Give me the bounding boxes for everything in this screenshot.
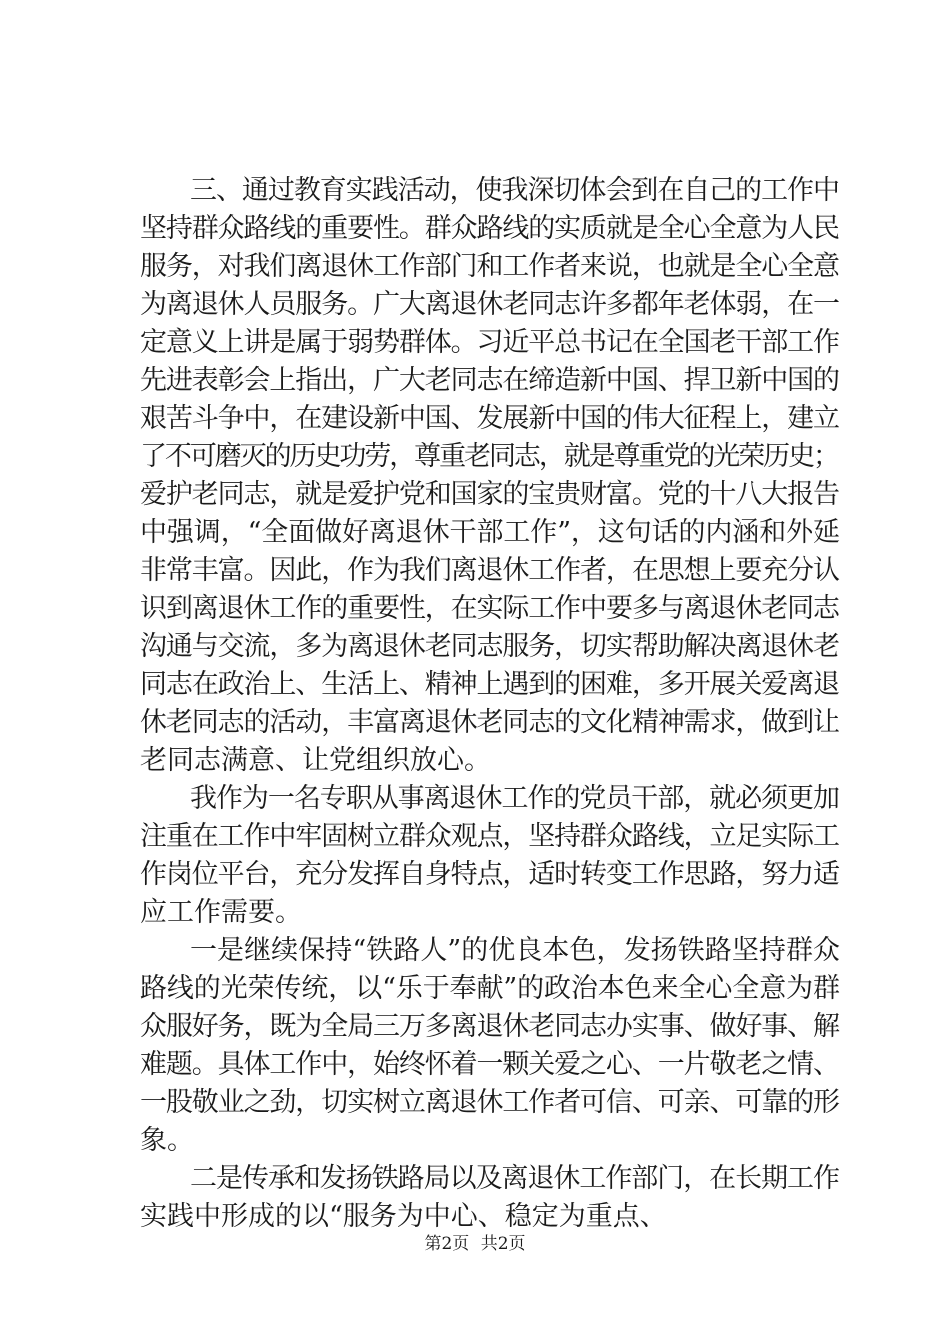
text-line: 先进表彰会上指出，广大老同志在缔造新中国、捍卫新中国的 xyxy=(140,365,839,396)
text-line: 服务，对我们离退休工作部门和工作者来说，也就是全心全意 xyxy=(140,251,839,282)
text-line: 我作为一名专职从事离退休工作的党员干部，就必须更加 xyxy=(190,783,839,814)
text-line: 应工作需要。 xyxy=(140,897,302,928)
text-line: 作岗位平台，充分发挥自身特点，适时转变工作思路，努力适 xyxy=(140,859,839,890)
text-line: 了不可磨灭的历史功劳，尊重老同志，就是尊重党的光荣历史； xyxy=(140,441,838,472)
text-line: 众服好务，既为全局三万多离退休老同志办实事、做好事、解 xyxy=(140,1011,839,1042)
text-line: 老同志满意、让党组织放心。 xyxy=(140,745,491,776)
text-line: 二是传承和发扬铁路局以及离退休工作部门，在长期工作 xyxy=(190,1163,839,1194)
text-line: 非常丰富。因此，作为我们离退休工作者，在思想上要充分认 xyxy=(140,555,839,586)
text-line: 一股敬业之劲，切实树立离退休工作者可信、可亲、可靠的形 xyxy=(140,1087,839,1118)
text-line: 沟通与交流，多为离退休老同志服务，切实帮助解决离退休老 xyxy=(140,631,839,662)
text-line: 中强调，“全面做好离退休干部工作”，这句话的内涵和外延 xyxy=(140,517,840,548)
text-line: 坚持群众路线的重要性。群众路线的实质就是全心全意为人民 xyxy=(140,213,839,244)
text-line: 同志在政治上、生活上、精神上遇到的困难，多开展关爱离退 xyxy=(140,669,839,700)
page-footer xyxy=(0,1233,950,1255)
text-line: 为离退休人员服务。广大离退休老同志许多都年老体弱，在一 xyxy=(140,289,839,320)
text-line: 艰苦斗争中，在建设新中国、发展新中国的伟大征程上，建立 xyxy=(140,403,839,434)
text-line: 一是继续保持“铁路人”的优良本色，发扬铁路坚持群众 xyxy=(190,935,841,966)
text-line: 爱护老同志，就是爱护党和国家的宝贵财富。党的十八大报告 xyxy=(140,479,839,510)
text-line: 注重在工作中牢固树立群众观点，坚持群众路线，立足实际工 xyxy=(140,821,839,852)
text-line: 难题。具体工作中，始终怀着一颗关爱之心、一片敬老之情、 xyxy=(140,1049,839,1080)
text-line: 象。 xyxy=(140,1125,194,1156)
text-line: 路线的光荣传统，以“乐于奉献”的政治本色来全心全意为群 xyxy=(140,973,840,1004)
document-body xyxy=(140,172,840,1236)
page-total: 共2页 xyxy=(480,1234,526,1254)
text-line: 休老同志的活动，丰富离退休老同志的文化精神需求，做到让 xyxy=(140,707,839,738)
text-line: 识到离退休工作的重要性，在实际工作中要多与离退休老同志 xyxy=(140,593,839,624)
text-line: 三、通过教育实践活动，使我深切体会到在自己的工作中 xyxy=(190,175,839,206)
text-line: 定意义上讲是属于弱势群体。习近平总书记在全国老干部工作 xyxy=(140,327,839,358)
page-number: 第2页 xyxy=(424,1234,470,1254)
text-line: 实践中形成的以“服务为中心、稳定为重点、 xyxy=(140,1201,667,1232)
